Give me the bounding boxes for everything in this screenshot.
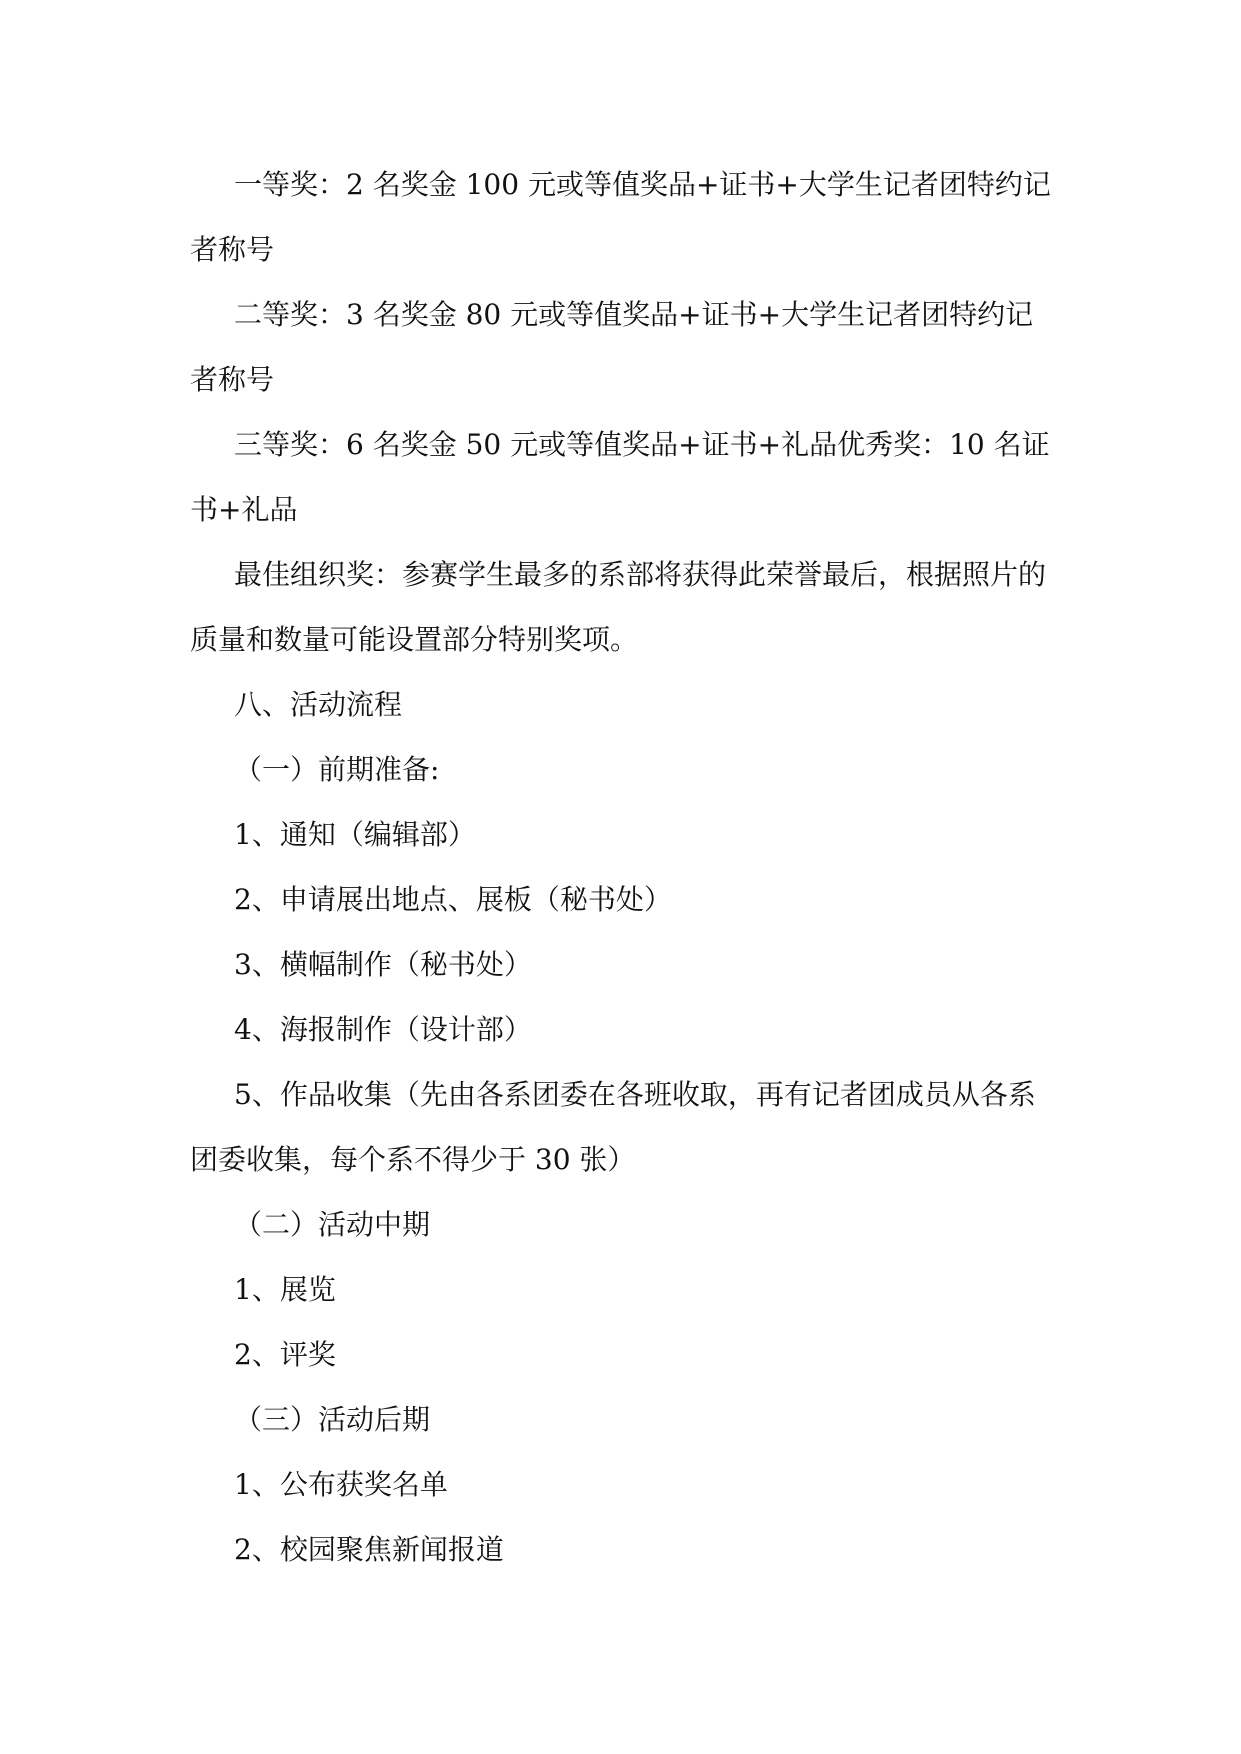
list-item: 1、通知（编辑部）: [234, 818, 476, 851]
paragraph-best-organization: 最佳组织奖：参赛学生最多的系部将获得此荣誉最后，根据照片的质量和数量可能设置部分特别奖项。: [190, 558, 1047, 656]
subheading-mid-stage: （二）活动中期: [234, 1208, 431, 1241]
list-item: 4、海报制作（设计部）: [234, 1013, 532, 1046]
list-item: 1、展览: [234, 1273, 336, 1306]
paragraph-third-prize: 三等奖：6 名奖金 50 元或等值奖品+证书+礼品优秀奖：10 名证书+礼品: [190, 428, 1050, 526]
document-body: [190, 152, 1060, 1582]
subheading-preparation: （一）前期准备:: [234, 753, 440, 786]
list-item: 3、横幅制作（秘书处）: [234, 948, 532, 981]
subheading-late-stage: （三）活动后期: [234, 1403, 431, 1436]
section-heading-activity-process: 八、活动流程: [234, 688, 403, 721]
list-item: 2、校园聚焦新闻报道: [234, 1533, 504, 1566]
list-item: 1、公布获奖名单: [234, 1468, 448, 1501]
paragraph-second-prize: 二等奖：3 名奖金 80 元或等值奖品+证书+大学生记者团特约记者称号: [190, 298, 1034, 396]
list-item: 2、评奖: [234, 1338, 336, 1371]
paragraph-first-prize: 一等奖：2 名奖金 100 元或等值奖品+证书+大学生记者团特约记者称号: [190, 168, 1051, 266]
list-item: 5、作品收集（先由各系团委在各班收取，再有记者团成员从各系团委收集，每个系不得少于 30 张）: [190, 1078, 1036, 1176]
list-item: 2、申请展出地点、展板（秘书处）: [234, 883, 672, 916]
